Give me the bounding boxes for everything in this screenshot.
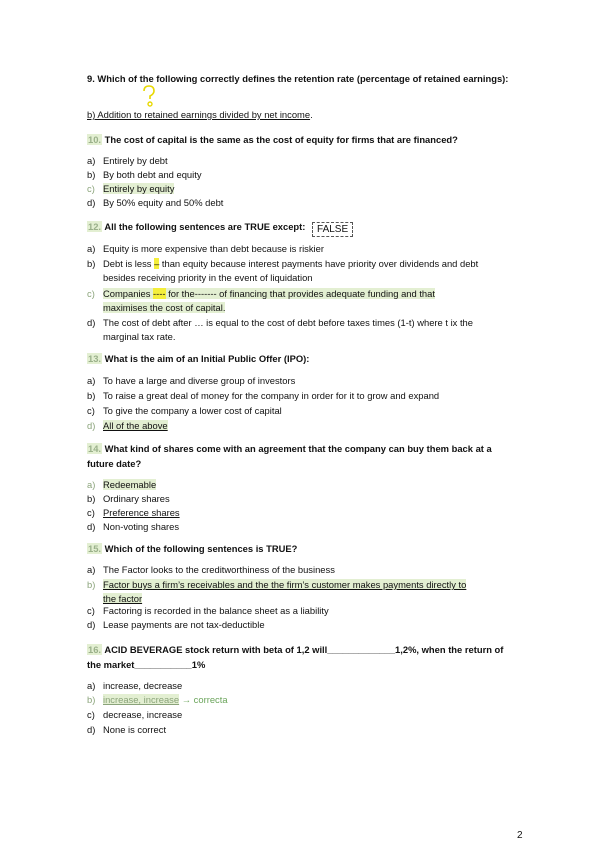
q10-option-b: b) By both debt and equity — [87, 169, 202, 180]
question-16 — [87, 643, 517, 672]
question-10-text: The cost of capital is the same as the cost of equity for firms that are financed? — [104, 134, 458, 145]
question-10 — [87, 133, 517, 148]
q12-option-a: a) Equity is more expensive than debt because is riskier — [87, 243, 324, 254]
question-15-text: Which of the following sentences is TRUE? — [104, 543, 298, 554]
q16-option-c: c) decrease, increase — [87, 709, 183, 720]
q10-option-d: d) By 50% equity and 50% debt — [87, 197, 224, 208]
question-13 — [87, 352, 517, 367]
false-annotation-box: FALSE — [312, 222, 353, 237]
q12-option-c: c) Companies ---- for the------- of financing that provides adequate funding and that maximises the cost of capital. — [87, 288, 435, 313]
q14-option-b: b) Ordinary shares — [87, 493, 170, 504]
question-9-text: 9. Which of the following correctly defines the retention rate (percentage of retained earnings): — [87, 73, 509, 84]
question-16-text-line1: ACID BEVERAGE stock return with beta of 1,2 will_____________1,2%, when the return of — [104, 644, 504, 655]
q15-option-b: b) Factor buys a firm’s receivables and the the firm’s customer makes payments directly to the factor — [87, 579, 467, 604]
question-9-answer-text: b) Addition to retained earnings divided by net income — [87, 109, 311, 120]
question-13-number: 13. — [88, 353, 102, 364]
question-mark-icon — [140, 84, 158, 108]
question-12-text: All the following sentences are TRUE except: — [104, 221, 306, 232]
question-12-number: 12. — [88, 221, 102, 232]
question-10-number: 10. — [88, 134, 102, 145]
q16-option-b: b) increase, increase → correcta — [87, 694, 228, 705]
q13-option-a: a) To have a large and diverse group of investors — [87, 375, 296, 386]
q13-option-b: b) To raise a great deal of money for the company in order for it to grow and expand — [87, 390, 440, 401]
q10-option-c: c) Entirely by equity — [87, 183, 175, 194]
q14-option-d: d) Non-voting shares — [87, 521, 180, 532]
page-number: 2 — [517, 830, 523, 841]
q13-option-c: c) To give the company a lower cost of capital — [87, 405, 282, 416]
q15-option-c: c) Factoring is recorded in the balance sheet as a liability — [87, 605, 329, 616]
q10-option-a: a) Entirely by debt — [87, 155, 168, 166]
question-12 — [87, 220, 517, 237]
q15-option-d: d) Lease payments are not tax-deductible — [87, 619, 265, 630]
q12-option-b: b) Debt is less – than equity because interest payments have priority over dividends and debt besides receiving priority in the event of liquidation — [87, 258, 479, 283]
q15-option-a: a) The Factor looks to the creditworthiness of the business — [87, 564, 335, 575]
q16-option-d: d) None is correct — [87, 724, 167, 735]
q14-option-a: a) Redeemable — [87, 479, 157, 490]
question-14-number: 14. — [88, 443, 102, 454]
question-16-text-line2: the market___________1% — [87, 658, 206, 670]
question-15 — [87, 542, 517, 557]
correct-note: → correcta — [181, 694, 228, 705]
question-16-number: 16. — [88, 644, 102, 655]
question-14 — [87, 442, 517, 471]
question-15-number: 15. — [88, 543, 102, 554]
q14-option-c: c) Preference shares — [87, 507, 180, 518]
q16-option-a: a) increase, decrease — [87, 680, 183, 691]
q13-option-d: d) All of the above — [87, 420, 168, 431]
q12-option-d: d) The cost of debt after … is equal to the cost of debt before taxes times (1-t) where t ix the marginal tax rate. — [87, 317, 473, 342]
question-14-text: What kind of shares come with an agreement that the company can buy them back at a future date? — [87, 443, 492, 469]
question-9-answer: b) Addition to retained earnings divided by net income. — [87, 109, 313, 120]
question-13-text: What is the aim of an Initial Public Offer (IPO): — [104, 353, 310, 364]
